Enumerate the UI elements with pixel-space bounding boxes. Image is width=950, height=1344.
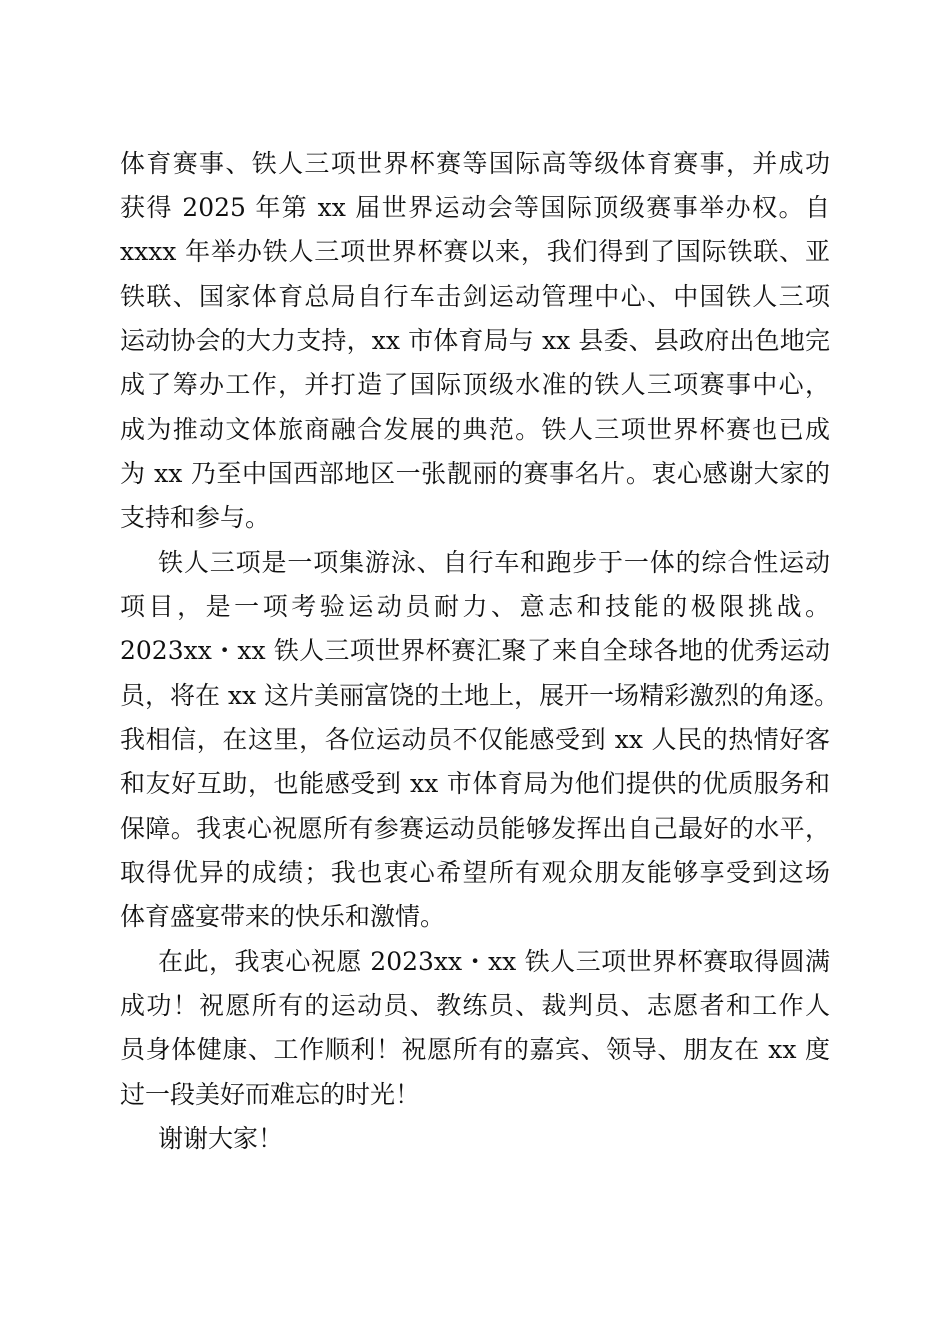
paragraph-first-line: 铁人三项是一项集游泳、自行车和跑步于一体的综合性运动	[158, 548, 830, 577]
text-line: 员身体健康、工作顺利！祝愿所有的嘉宾、领导、朋友在 xx 度	[120, 1035, 830, 1064]
text-line: 和友好互助，也能感受到 xx 市体育局为他们提供的优质服务和	[120, 769, 830, 798]
text-line: 成功！祝愿所有的运动员、教练员、裁判员、志愿者和工作人	[120, 991, 830, 1020]
closing-line: 谢谢大家！	[158, 1124, 284, 1153]
text-line: 体育盛宴带来的快乐和激情。	[120, 902, 446, 931]
text-line: 运动协会的大力支持，xx 市体育局与 xx 县委、县政府出色地完	[120, 326, 830, 355]
text-line: 过一段美好而难忘的时光！	[120, 1080, 421, 1109]
text-line: 体育赛事、铁人三项世界杯赛等国际高等级体育赛事，并成功	[120, 149, 830, 178]
text-line: 支持和参与。	[120, 503, 271, 532]
text-line: 为 xx 乃至中国西部地区一张靓丽的赛事名片。衷心感谢大家的	[120, 459, 830, 488]
text-line: 保障。我衷心祝愿所有参赛运动员能够发挥出自己最好的水平，	[120, 814, 830, 843]
text-line: 成为推动文体旅商融合发展的典范。铁人三项世界杯赛也已成	[120, 415, 830, 444]
text-line: xxxx 年举办铁人三项世界杯赛以来，我们得到了国际铁联、亚	[120, 237, 830, 266]
text-line: 成了筹办工作，并打造了国际顶级水准的铁人三项赛事中心，	[120, 370, 830, 399]
text-line: 我相信，在这里，各位运动员不仅能感受到 xx 人民的热情好客	[120, 725, 830, 754]
text-line: 项目，是一项考验运动员耐力、意志和技能的极限挑战。	[120, 592, 830, 621]
text-line: 取得优异的成绩；我也衷心希望所有观众朋友能够享受到这场	[120, 858, 830, 887]
text-line: 2023xx・xx 铁人三项世界杯赛汇聚了来自全球各地的优秀运动	[120, 636, 830, 665]
paragraph-first-line: 在此，我衷心祝愿 2023xx・xx 铁人三项世界杯赛取得圆满	[158, 947, 830, 976]
text-line: 员，将在 xx 这片美丽富饶的土地上，展开一场精彩激烈的角逐。	[120, 681, 840, 710]
text-line: 获得 2025 年第 xx 届世界运动会等国际顶级赛事举办权。自	[120, 193, 830, 222]
text-line: 铁联、国家体育总局自行车击剑运动管理中心、中国铁人三项	[120, 282, 830, 311]
